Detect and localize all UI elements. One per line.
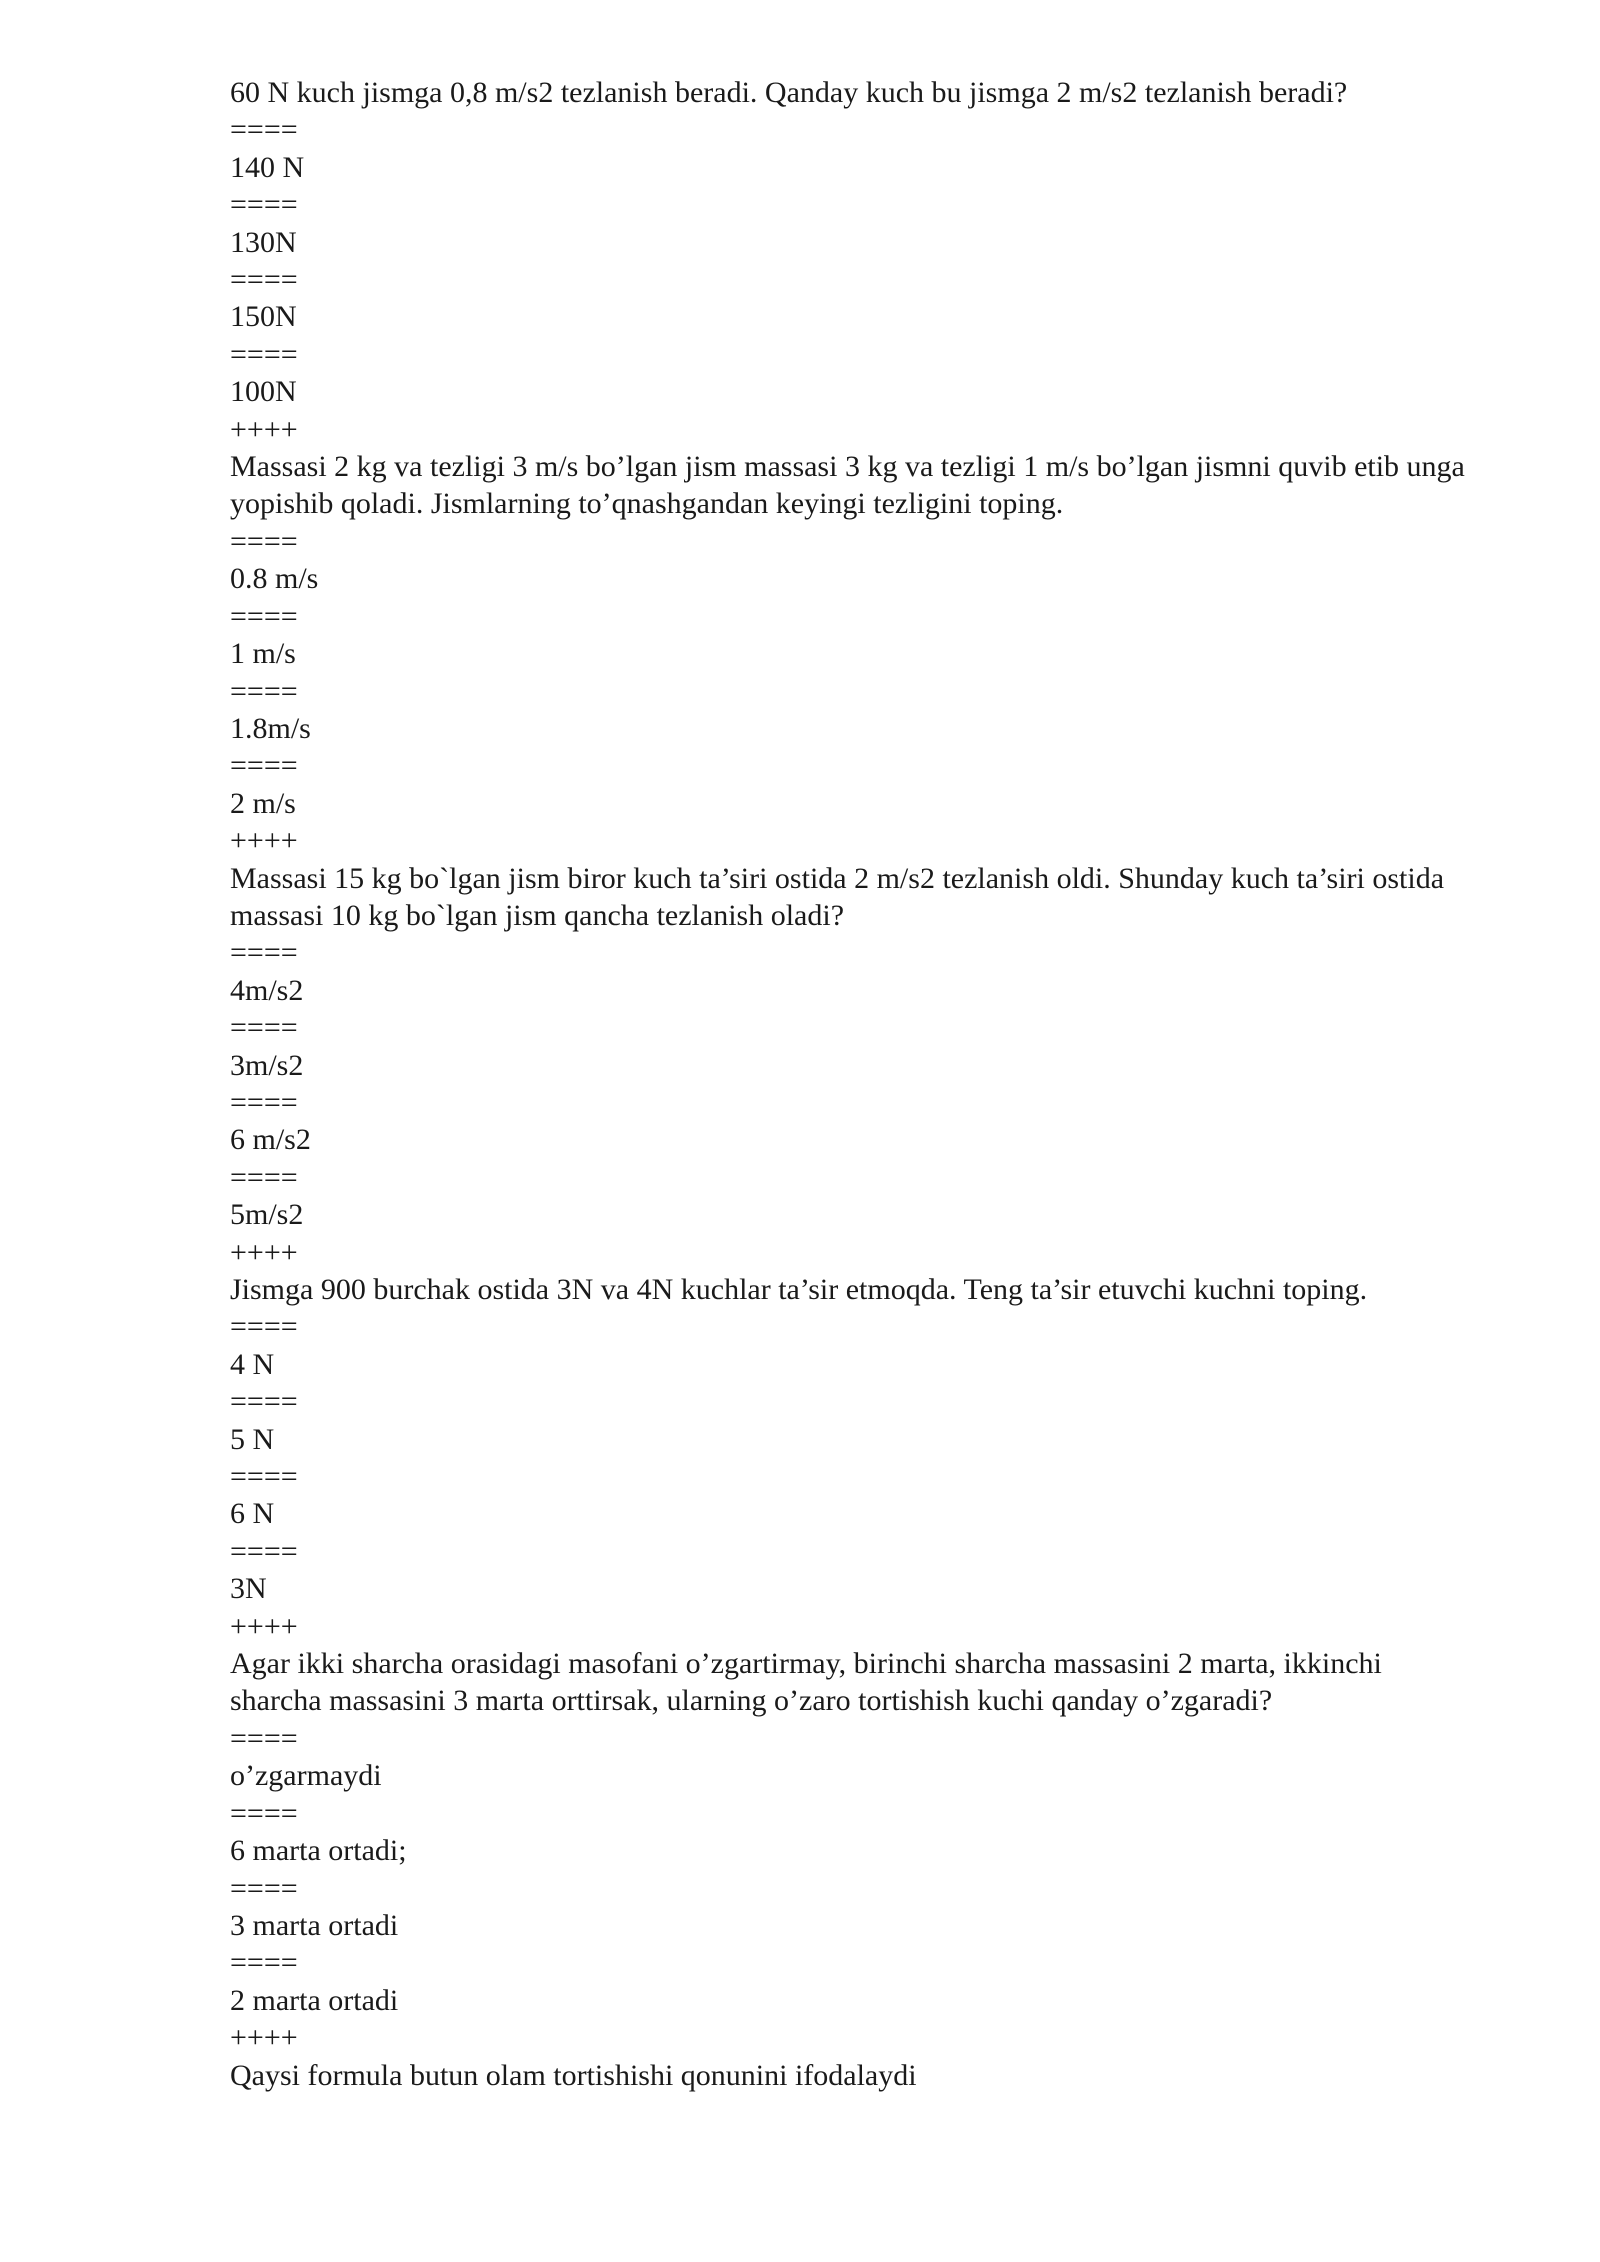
question-separator: ++++ <box>230 824 298 858</box>
option-separator: ==== <box>230 1871 298 1905</box>
question-text: Massasi 2 kg va tezligi 3 m/s bo’lgan jism massasi 3 kg va tezligi 1 m/s bo’lgan jismni quvib etib unga yopishib qoladi. Jismlarning to’qnashgandan keyingi tezligini toping. <box>230 450 1473 521</box>
question-text: Agar ikki sharcha orasidagi masofani o’zgartirmay, birinchi sharcha massasini 2 marta, ikkinchi sharcha massasini 3 marta orttirsak, ularning o’zaro tortishish kuchi qanday o’zgaradi? <box>230 1647 1390 1718</box>
option-separator: ==== <box>230 1796 298 1830</box>
option-separator: ==== <box>230 936 298 970</box>
question-separator: ++++ <box>230 1235 298 1269</box>
question-separator: ++++ <box>230 2021 298 2055</box>
answer-option: 2 marta ortadi <box>230 1983 399 2017</box>
answer-option: 5 N <box>230 1422 275 1456</box>
answer-option: 100N <box>230 375 297 409</box>
option-separator: ==== <box>230 1310 298 1344</box>
option-separator: ==== <box>230 1085 298 1119</box>
option-separator: ==== <box>230 599 298 633</box>
answer-option: 6 marta ortadi; <box>230 1834 407 1868</box>
option-separator: ==== <box>230 1721 298 1755</box>
option-separator: ==== <box>230 1011 298 1045</box>
answer-option: 4m/s2 <box>230 973 304 1007</box>
document-page <box>230 74 1473 2094</box>
answer-option: 1.8m/s <box>230 711 311 745</box>
option-separator: ==== <box>230 113 298 147</box>
answer-option: 4 N <box>230 1347 275 1381</box>
option-separator: ==== <box>230 524 298 558</box>
answer-option: 6 N <box>230 1497 275 1531</box>
option-separator: ==== <box>230 1385 298 1419</box>
answer-option: 140 N <box>230 150 305 184</box>
option-separator: ==== <box>230 749 298 783</box>
answer-option: 1 m/s <box>230 637 296 671</box>
answer-option: 3m/s2 <box>230 1048 304 1082</box>
option-separator: ==== <box>230 1160 298 1194</box>
answer-option: 150N <box>230 300 297 334</box>
question-separator: ++++ <box>230 1609 298 1643</box>
option-separator: ==== <box>230 674 298 708</box>
answer-option: 3 marta ortadi <box>230 1908 399 1942</box>
answer-option: 3N <box>230 1572 267 1606</box>
question-text: Jismga 900 burchak ostida 3N va 4N kuchlar ta’sir etmoqda. Teng ta’sir etuvchi kuchni toping. <box>230 1273 1368 1306</box>
answer-option: o’zgarmaydi <box>230 1759 382 1793</box>
question-text: Massasi 15 kg bo`lgan jism biror kuch ta’siri ostida 2 m/s2 tezlanish oldi. Shunday kuch ta’siri ostida massasi 10 kg bo`lgan jism qancha tezlanish oladi? <box>230 861 1452 932</box>
question-text: 60 N kuch jismga 0,8 m/s2 tezlanish beradi. Qanday kuch bu jismga 2 m/s2 tezlanish beradi? <box>230 76 1348 109</box>
answer-option: 0.8 m/s <box>230 562 319 596</box>
question-separator: ++++ <box>230 412 298 446</box>
option-separator: ==== <box>230 337 298 371</box>
option-separator: ==== <box>230 188 298 222</box>
answer-option: 2 m/s <box>230 786 296 820</box>
option-separator: ==== <box>230 1534 298 1568</box>
option-separator: ==== <box>230 263 298 297</box>
answer-option: 5m/s2 <box>230 1198 304 1232</box>
answer-option: 130N <box>230 225 297 259</box>
option-separator: ==== <box>230 1946 298 1980</box>
question-text: Qaysi formula butun olam tortishishi qonunini ifodalaydi <box>230 2058 917 2092</box>
option-separator: ==== <box>230 1460 298 1494</box>
answer-option: 6 m/s2 <box>230 1123 311 1157</box>
